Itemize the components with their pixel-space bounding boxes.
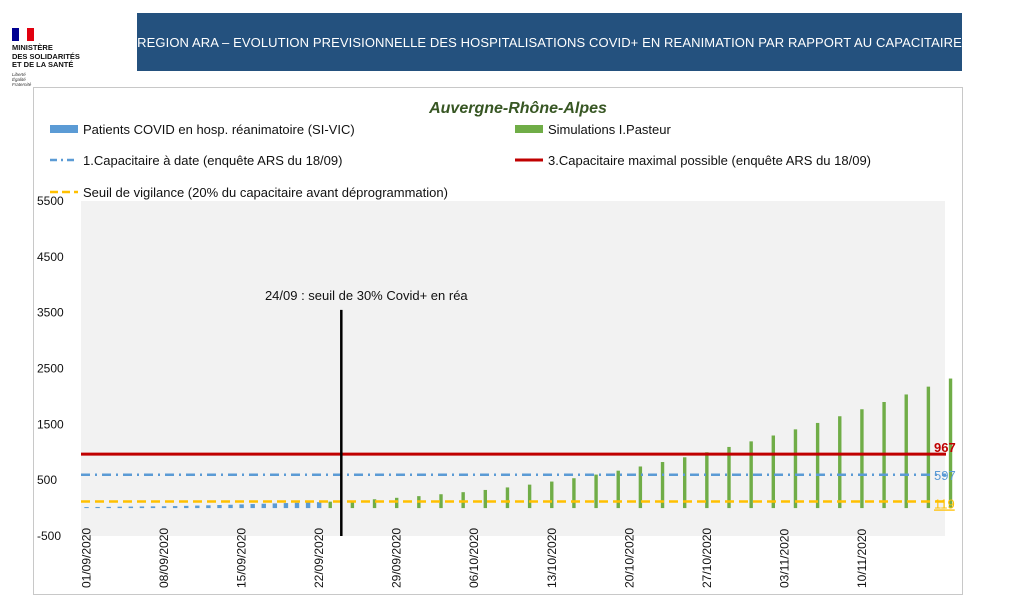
bar-sivic xyxy=(239,504,243,508)
bar-sivic xyxy=(118,507,122,508)
reference-label: 967 xyxy=(934,440,956,456)
bar-simulation xyxy=(528,485,531,508)
x-tick-label: 06/10/2020 xyxy=(467,527,482,588)
legend-label: 1.Capacitaire à date (enquête ARS du 18/09) xyxy=(83,153,343,168)
x-tick-label: 03/11/2020 xyxy=(777,528,792,588)
x-tick-label: 01/09/2020 xyxy=(79,527,94,588)
republic-motto: Liberté Égalité Fraternité xyxy=(12,71,32,87)
x-tick-label: 20/10/2020 xyxy=(622,527,637,588)
chart-title: Auvergne-Rhône-Alpes xyxy=(429,100,607,117)
bar-sivic xyxy=(162,506,166,508)
legend-label: 3.Capacitaire maximal possible (enquête ARS du 18/09) xyxy=(548,153,872,168)
annotation-text: 24/09 : seuil de 30% Covid+ en réa xyxy=(264,287,468,303)
x-tick-label: 10/11/2020 xyxy=(854,528,869,588)
bar-sivic xyxy=(284,503,288,508)
bar-sivic xyxy=(306,502,310,508)
bar-sivic xyxy=(295,503,299,508)
bar-sivic xyxy=(84,507,88,508)
chart xyxy=(34,88,962,594)
bar-sivic xyxy=(95,507,99,508)
legend-swatch xyxy=(515,125,543,133)
ministry-logo xyxy=(12,28,122,87)
y-tick-label: 3500 xyxy=(37,305,64,320)
y-tick-label: 500 xyxy=(37,473,58,488)
bar-sivic xyxy=(129,507,133,509)
chart-container xyxy=(33,87,963,595)
bar-simulation xyxy=(816,423,819,508)
ministry-name: MINISTÈRE DES SOLIDARITÉS ET DE LA SANTÉ xyxy=(12,43,80,69)
reference-label: 119 xyxy=(934,496,955,512)
bar-simulation xyxy=(838,416,841,508)
bar-sivic xyxy=(195,506,199,509)
reference-label: 597 xyxy=(934,467,956,483)
bar-simulation xyxy=(705,452,708,508)
bar-simulation xyxy=(727,447,730,508)
bar-simulation xyxy=(506,487,509,508)
legend-label: Patients COVID en hosp. réanimatoire (SI-VIC) xyxy=(83,122,355,137)
bar-sivic xyxy=(206,505,210,508)
bar-sivic xyxy=(173,506,177,508)
legend-label: Simulations I.Pasteur xyxy=(548,122,671,137)
legend-label: Seuil de vigilance (20% du capacitaire avant déprogrammation) xyxy=(83,185,448,200)
bar-sivic xyxy=(262,504,266,508)
plot-area xyxy=(81,201,945,536)
bar-sivic xyxy=(151,506,155,508)
bar-simulation xyxy=(572,478,575,508)
x-tick-label: 15/09/2020 xyxy=(234,527,249,588)
y-tick-label: -500 xyxy=(37,529,62,543)
x-tick-label: 13/10/2020 xyxy=(544,527,559,588)
bar-sivic xyxy=(217,505,221,508)
bar-sivic xyxy=(140,506,144,508)
bar-sivic xyxy=(250,504,254,508)
x-tick-label: 22/09/2020 xyxy=(312,527,327,588)
bar-sivic xyxy=(184,506,188,508)
bar-simulation xyxy=(329,502,332,508)
bar-simulation xyxy=(905,394,908,508)
bar-simulation xyxy=(927,387,930,508)
bar-simulation xyxy=(749,441,752,508)
page-title-banner xyxy=(137,13,962,71)
y-tick-label: 2500 xyxy=(37,361,64,376)
bar-simulation xyxy=(772,436,775,509)
bar-simulation xyxy=(594,475,597,509)
bar-sivic xyxy=(317,502,321,508)
page-title: REGION ARA – EVOLUTION PREVISIONNELLE DES HOSPITALISATIONS COVID+ EN REANIMATION PAR RAPPORT AU CAPACITAIRE xyxy=(137,34,962,50)
bar-sivic xyxy=(106,507,110,508)
bar-simulation xyxy=(484,490,487,508)
bar-simulation xyxy=(794,429,797,508)
french-flag-icon xyxy=(12,28,34,41)
bar-simulation xyxy=(395,498,398,508)
y-tick-label: 4500 xyxy=(37,249,64,264)
bar-simulation xyxy=(860,409,863,508)
bar-sivic xyxy=(273,503,277,508)
bar-simulation xyxy=(461,492,464,508)
bar-simulation xyxy=(550,482,553,509)
x-tick-label: 08/09/2020 xyxy=(157,527,172,588)
y-tick-label: 5500 xyxy=(37,194,64,208)
x-tick-label: 27/10/2020 xyxy=(699,527,714,588)
legend-swatch xyxy=(50,125,78,133)
y-tick-label: 1500 xyxy=(37,417,64,432)
bar-sivic xyxy=(228,505,232,508)
x-tick-label: 29/09/2020 xyxy=(389,527,404,588)
